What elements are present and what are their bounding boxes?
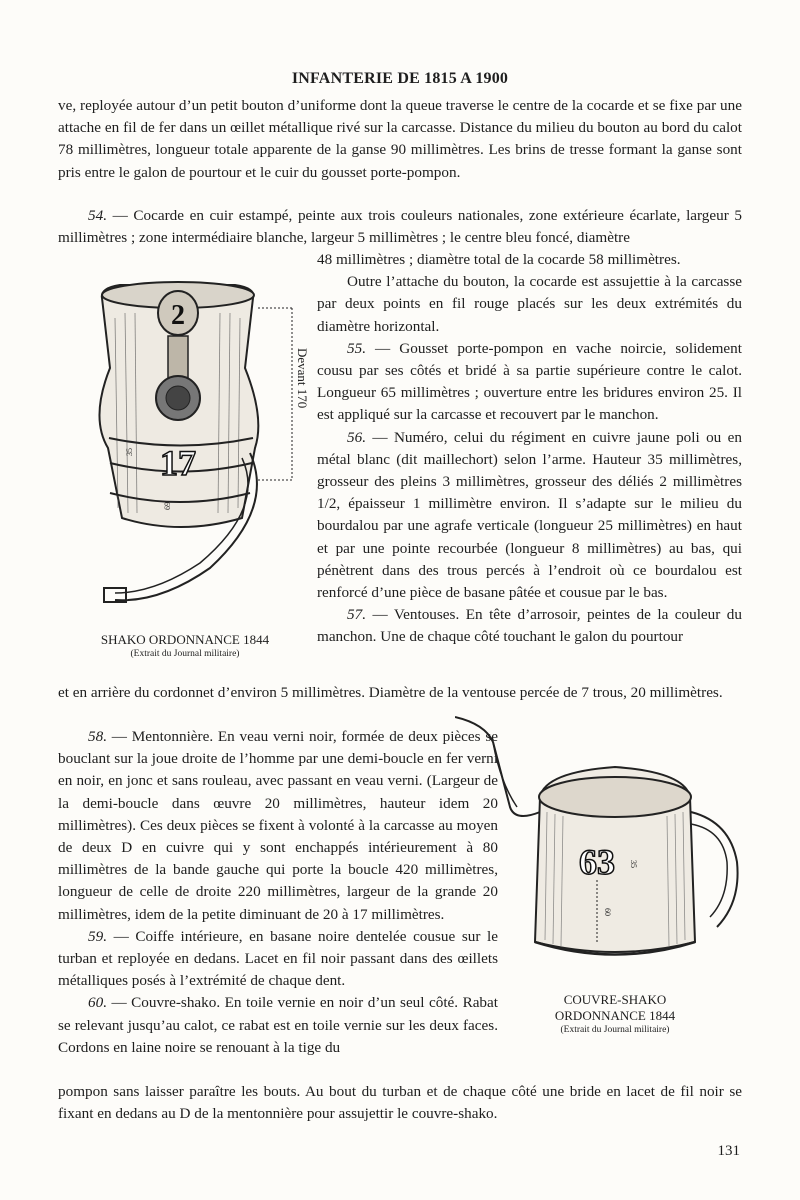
figure-shako	[60, 268, 310, 613]
paragraph-number: 59.	[88, 927, 107, 945]
paragraph-54-text	[58, 205, 742, 249]
left-column-text	[58, 726, 498, 1059]
paragraph-54-body: — Cocarde en cuir estampé, peinte aux trois couleurs nationales, zone extérieure écarlate, largeur 5 millimètres ; zone intermédiaire blanche, largeur 5 millimètres ; le centre bleu foncé, diamètre	[58, 207, 742, 247]
dimension-mark: 35	[629, 860, 638, 868]
couvre-shako-illustration	[455, 712, 745, 974]
right-column-text	[317, 249, 742, 649]
paragraph-number: 60.	[88, 994, 107, 1012]
paragraph-56-body: — Numéro, celui du régiment en cuivre jaune poli ou en métal blanc (dit maillechort) selon l’arme. Hauteur 35 millimètres, grosseur des pleins 3 millimètres, grosseur des déliés 2 millimètres 1/2, épaisseur 1 millimètre environ. Il s’adapte sur le milieu du bourdalou par une agrafe verticale (longueur 25 millimètres) en haut et par une pointe recourbée (longueur 8 millimètres) au bas, qui pénètrent dans des trous percés à l’endroit où ce bourdalou est renforcé d’une pièce de basane pâtée et cousue par le bas.	[317, 428, 742, 602]
paragraph-57-start	[317, 604, 742, 648]
paragraph-57-body-cont: et en arrière du cordonnet d’environ 5 millimètres. Diamètre de la ventouse percée de 7 trous, 20 millimètres.	[58, 684, 723, 701]
caption-source: (Extrait du Journal militaire)	[130, 649, 240, 659]
paragraph-number: 55.	[347, 339, 366, 357]
page-header: INFANTERIE DE 1815 A 1900	[291, 70, 509, 87]
paragraph-59-body: — Coiffe intérieure, en basane noire dentelée cousue sur le turban et reployée en dedans. Lacet en fil noir passant dans des œillets métalliques posés à l’extrémité de chaque dent.	[58, 927, 498, 990]
caption-title: SHAKO ORDONNANCE 1844	[100, 632, 270, 647]
paragraph-text: ve, reployée autour d’un petit bouton d’uniforme dont la queue traverse le centre de la cocarde et se fixe par une attache en fil de fer dans un œillet métallique rivé sur la carcasse. Distance du milieu du bouton au bord du calot 78 millimètres, longueur totale apparente de la ganse 90 millimètres. Les brins de tresse formant la ganse sont pris entre le galon de pourtour et le cuir du gousset porte-pompon.	[58, 97, 742, 181]
paragraph-number: 54.	[88, 207, 107, 224]
paragraph-54b: Outre l’attache du bouton, la cocarde est assujettie à la carcasse par deux points en fil rouge placés sur les deux extrémités du diamètre horizontal.	[317, 273, 742, 335]
paragraph-60	[58, 992, 498, 1059]
caption-title-line2: ORDONNANCE 1844	[554, 1008, 676, 1023]
paragraph-55	[317, 338, 742, 427]
paragraph-59	[58, 926, 498, 993]
figure-couvre-shako	[455, 712, 745, 974]
dimension-mark: 35	[125, 448, 134, 456]
paragraph-54-tail: 48 millimètres ; diamètre total de la cocarde 58 millimètres.	[317, 251, 681, 268]
figure-shako-caption	[60, 632, 310, 660]
dimension-mark: 69	[163, 502, 172, 510]
paragraph-55-body: — Gousset porte-pompon en vache noircie, solidement cousu par ses côtés et bridé à sa partie supérieure contre le calot. Longueur 65 millimètres ; ouverture entre les bridures environ 25. Il est appliqué sur la carcasse et recouvert par le manchon.	[317, 339, 742, 424]
paragraph-60-cont	[58, 1081, 742, 1125]
figure-couvre-shako-caption	[515, 992, 715, 1036]
paragraph-number: 58.	[88, 728, 107, 745]
paragraph-58	[58, 726, 498, 926]
paragraph-57-cont	[58, 682, 742, 704]
paragraph-number: 57.	[347, 606, 366, 624]
paragraph-57-body: — Ventouses. En tête d’arrosoir, peintes de la couleur du manchon. Une de chaque côté touchant le galon du pourtour	[317, 606, 742, 646]
regiment-number: 17	[160, 443, 196, 483]
dimension-mark: 60	[603, 908, 612, 916]
paragraph-60-body-cont: pompon sans laisser paraître les bouts. Au bout du turban et de chaque côté une bride en lacet de fil noir se fixant en dedans au D de la mentonnière pour assujettir le couvre-shako.	[58, 1083, 742, 1123]
shako-illustration	[60, 268, 310, 613]
caption-source: (Extrait du Journal militaire)	[560, 1025, 670, 1035]
paragraph-58-body: — Mentonnière. En veau verni noir, formée de deux pièces se bouclant sur la joue droite de l’homme par une demi-boucle en fer verni en noir, en jonc et sans rouleau, avec passant en veau verni. (Largeur de la demi-boucle dans œuvre 20 millimètres, hauteur idem 20 millimètres). Ces deux pièces se fixent à volonté à la carcasse au moyen de deux D en cuivre qui y sont enchappés intérieurement à 80 millimètres de la bande gauche qui porte la boucle 420 millimètres, longueur de celle de droite 220 millimètres, largeur de la grande 20 millimètres, idem de la petite diminuant de 20 à 17 millimètres.	[58, 728, 498, 923]
page-number: 131	[717, 1143, 740, 1159]
paragraph-number: 56.	[347, 428, 366, 446]
plate-number: 2	[171, 300, 185, 331]
paragraph-continuation	[58, 95, 742, 184]
paragraph-56	[317, 427, 742, 605]
dimension-label: Devant 170	[295, 348, 310, 409]
paragraph-60-body: — Couvre-shako. En toile vernie en noir d’un seul côté. Rabat se relevant jusqu’au calot, ce rabat est en toile vernie sur les deux faces. Cordons en laine noire se renouant à la tige du	[58, 994, 498, 1056]
regiment-number: 63	[579, 842, 615, 882]
caption-title-line1: COUVRE-SHAKO	[563, 992, 667, 1007]
paragraph-54	[58, 205, 742, 249]
